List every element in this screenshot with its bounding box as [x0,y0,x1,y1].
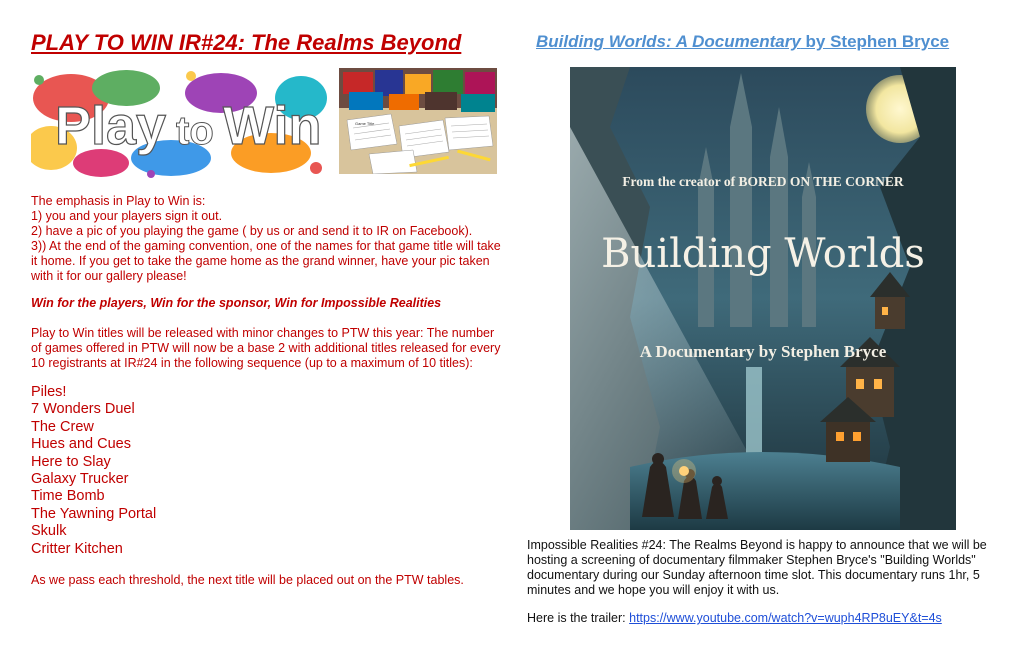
documentary-details [527,538,997,626]
list-item: Critter Kitchen [31,540,123,557]
documentary-title-italic: Building Worlds: A Documentary [536,32,801,51]
list-item: Here to Slay [31,453,111,470]
trailer-line [527,611,997,626]
list-item: Piles! [31,384,67,400]
play-to-win-title: PLAY TO WIN IR#24: The Realms Beyond [31,30,462,55]
poster-subtitle: A Documentary by Stephen Bryce [639,342,887,361]
documentary-poster [570,67,956,530]
documentary-announcement: Impossible Realities #24: The Realms Beyond is happy to announce that we will be hosting a screening of documentary filmmaker Stephen Bryce's "Building Worlds" documentary during our Sunday afternoon time slot. This documentary runs 1hr, 5 minutes and we hope you will enjoy it with us. [527,538,987,597]
list-item: The Crew [31,418,94,435]
logo-text-to: to [176,109,214,153]
photo-card-text: Game Title [355,121,375,126]
board-games-photo [339,68,497,174]
play-to-win-logo [31,68,329,180]
documentary-title-author: by Stephen Bryce [800,32,950,51]
logo-text-play: Play [55,96,167,156]
list-item: The Yawning Portal [31,505,157,522]
list-item: Galaxy Trucker [31,471,129,488]
documentary-title[interactable] [536,32,949,52]
play-to-win-details [31,194,501,588]
poster-tagline: From the creator of BORED ON THE CORNER [622,174,904,189]
trailer-label: Here is the trailer: [527,611,630,625]
emphasis-point-1: 1) you and your players sign it out. [31,209,223,223]
threshold-note: As we pass each threshold, the next title will be placed out on the PTW tables. [31,573,464,588]
logo-text-win: Win [223,96,322,156]
list-item: Hues and Cues [31,436,131,453]
list-item: Time Bomb [31,488,105,505]
poster-title: Building Worlds [601,231,925,277]
emphasis-point-2: 2) have a pic of you playing the game ( by us or and send it to IR on Facebook). [31,224,473,238]
list-item: 7 Wonders Duel [31,401,135,418]
emphasis-intro: The emphasis in Play to Win is: [31,194,206,208]
list-item: Skulk [31,523,67,540]
emphasis-point-3: 3)) At the end of the gaming convention, one of the names for that game title will take it home. If you get to take the game home as the grand winner, have your pic taken with it for our gallery please! [31,239,501,283]
game-titles-list [31,384,501,558]
release-info: Play to Win titles will be released with minor changes to PTW this year: The number of games offered in PTW will now be a base 2 with additional titles released for every 10 registrants at IR#24 in the following sequence (up to a maximum of 10 titles): [31,326,501,370]
win-tagline: Win for the players, Win for the sponsor, Win for Impossible Realities [31,296,442,310]
trailer-link[interactable]: https://www.youtube.com/watch?v=wuph4RP8uEY&t=4s [629,611,942,625]
